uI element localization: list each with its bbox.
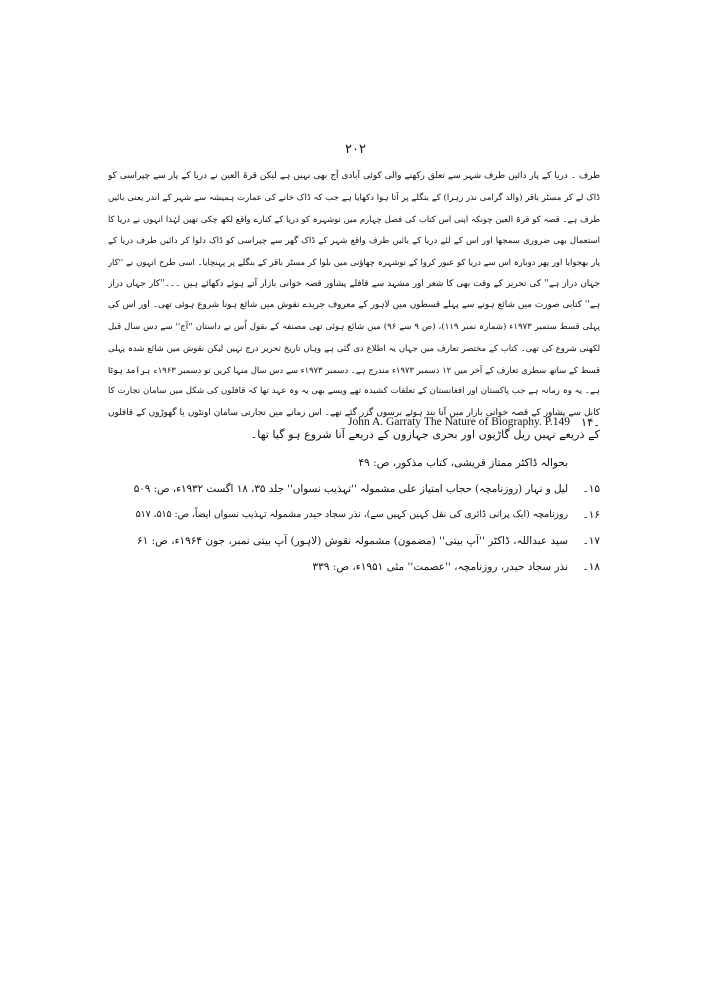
footnote-text: لیل و نہار (روزنامچہ) حجاب امتیاز علی مشمولہ ''تہذیب نسواں'' جلد ۳۵، ۱۸ اگست ۱۹۳۲ء، ص: ۵۰۹ [133,483,568,495]
text-line: جہاں دراز ہے'' کی تحریر کے وقت بھی کا شغر اور مشہد سے قافلے پشاور قصہ خوانی بازار آتے ہوئے دکھائے ہیں ۔۔۔''کار جہاں دراز [108,278,600,289]
text-line: طرف ۔ دریا کے پار دائیں طرف شہر سے تعلق رکھنے والی کوئی آبادی آج بھی نہیں ہے لیکن قرۃ العین نے دریا کے پار سے چپراسی کو [108,171,600,181]
footnote-16 [120,502,600,528]
text-line: لکھنی شروع کی تھی۔ کتاب کے مختصر تعارف میں جہاں یہ اطلاع دی گئی ہے وہاں تاریخ تحریر درج نہیں لیکن نقوش میں شائع شدہ پہلی [108,343,600,353]
footnote-15 [120,476,600,502]
footnote-18 [120,554,600,580]
text-line: طرف ہے۔ قصہ کو قرۃ العین چونکہ اپنی اس کتاب کی فصل چہارم میں نوشہرہ کو دریا کے کنارے واقع لکھ چکی تھیں لہٰذا انہوں نے دریا کا [108,214,600,224]
footnote-text: نذر سجاد حیدر، روزنامچہ، ''عصمت'' مئی ۱۹۵۱ء، ص: ۳۳۹ [312,561,568,573]
footnote-number: ۱۵۔ [582,483,600,495]
footnote-number: ۱۷۔ [582,535,600,547]
text-line: ہے۔ یہ وہ زمانہ ہے جب پاکستان اور افغانستان کے تعلقات کشیدہ تھے ویسے بھی یہ وہ عہد تھا کہ قافلوں کی شکل میں سامان تجارت کا [108,386,600,396]
text-line: ہے'' کتابی صورت میں شائع ہونے سے پہلے قسطوں میں لاہور کے معروف جریدے نقوش میں شائع ہونا شروع ہوئی تھی۔ اور اس کی [108,300,600,310]
footnote-number: ۱۴۔ [580,415,600,429]
footnote-14 [120,412,600,432]
footnote-text: سید عبداللہ، ڈاکٹر ''آپ بیتی'' (مضمون) مشمولہ نقوش (لاہور) آپ بیتی نمبر، جون ۱۹۶۴ء، ص: ۶۱ [137,535,568,547]
footnote-text: روزنامچہ (ایک پرانی ڈائری کی نقل کہیں کہیں سے)، نذر سجاد حیدر مشمولہ تہذیب نسواں ایضاً، ص: ۵۱۵، ۵۱۷ [135,509,568,520]
text-line: ڈاک لے کر مسٹر باقر (والد گرامی نذر زہرا) کے بنگلے پر آتا ہوا دکھایا ہے جب کہ ڈاک خانے کی عمارت ہمیشہ سے شہر کے اندر یعنی بائیں [108,192,600,203]
main-paragraph [108,166,600,446]
footnote-number: ۱۸۔ [582,561,600,573]
text-line: قسط کے ساتھ سطری تعارف کے آخر میں ۱۲ دسمبر ۱۹۷۳ء مندرج ہے۔ دسمبر ۱۹۷۳ء سے دس سال منہا کریں تو دسمبر ۱۹۶۳ء برآمد ہوتا [108,364,600,375]
footnote-text: John A. Garraty The Nature of Biography. P.149 [348,416,570,428]
footnote-number: ۱۶۔ [582,509,600,521]
text-line: کابل سے پشاور کے قصہ خوانی بازار میں آنا بند ہوئے برسوں گزر گئے تھے۔ اس زمانے میں تجارتی سامان اونٹوں یا گھوڑوں کے قافلوں [108,407,600,418]
text-line: کے ذریعے نہیں ریل گاڑیوں اور بحری جہازوں کے ذریعے آنا شروع ہو گیا تھا۔ [250,428,600,441]
footnotes [120,450,600,580]
page-number: ۲۰۲ [345,142,366,157]
footnote-17 [120,528,600,554]
text-line: پہلی قسط ستمبر ۱۹۷۳ء (شمارہ نمبر ۱۱۹)، (ص ۹ سے ۹۶) میں شائع ہوئی تھی مصنفہ کے بقول اُس نے داستان ''آج'' سے دس سال قبل [108,321,600,332]
text-line: پار بھجوایا اور پھر دوبارہ اس سے دریا کو عبور کروا کے نوشہرہ چھاؤنی میں بلوا کر مسٹر باقر کے بنگلے پر پہنچایا۔ اسی طرح انہوں نے ''کار [108,257,600,267]
footnote-reference: بحوالہ ڈاکٹر ممتاز قریشی، کتاب مذکور، ص: ۴۹ [358,457,568,469]
text-line: استعمال بھی ضروری سمجھا اور اس کے لئے دریا کے بائیں طرف واقع شہر کے ڈاک گھر سے چپراسی کو ڈاک دلوا کر دائیں طرف دریا کے [108,235,600,246]
